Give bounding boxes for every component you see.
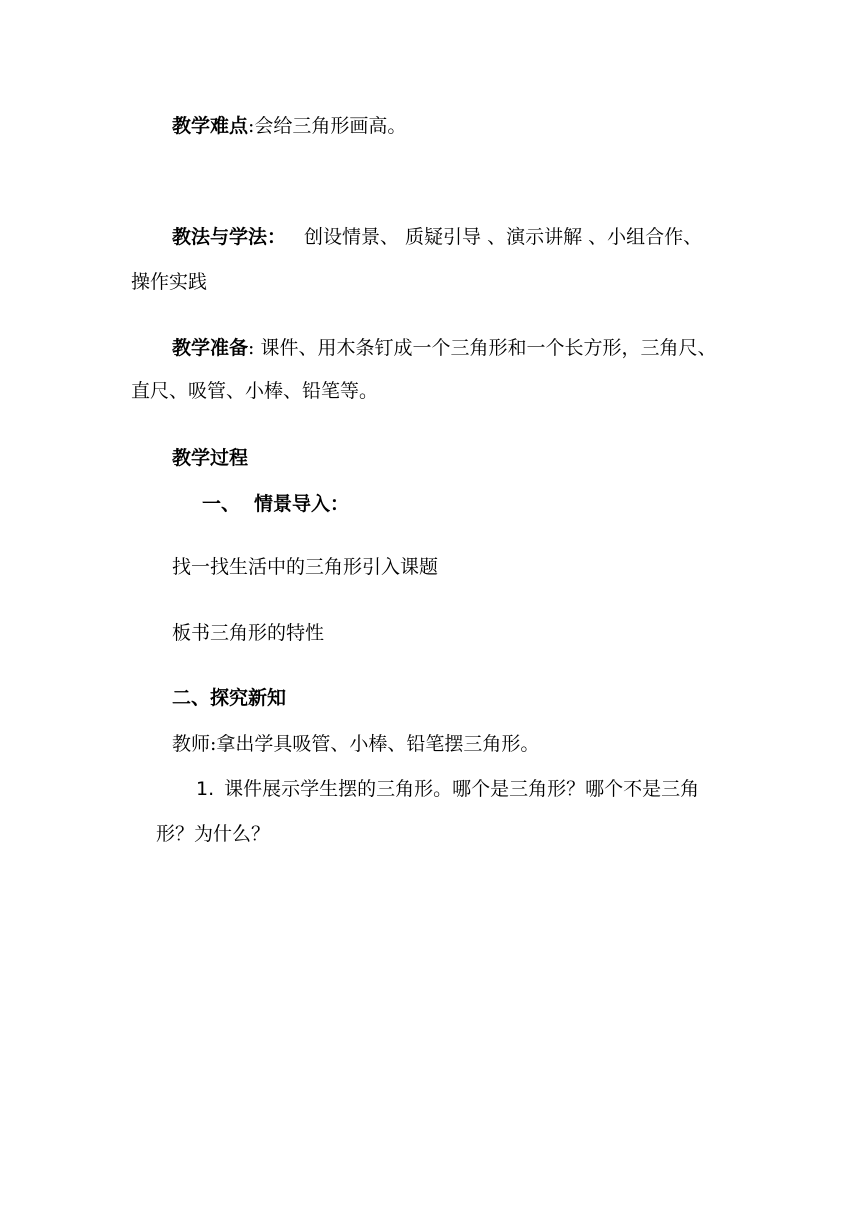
difficulty-text: :会给三角形画高。	[248, 115, 407, 137]
list-item-1	[196, 780, 699, 799]
section2-heading: 二、探究新知	[172, 687, 287, 709]
preparation-paragraph	[172, 339, 716, 358]
methods-label: 教法与学法：	[172, 226, 287, 248]
section1-heading	[202, 495, 349, 514]
preparation-continuation: 直尺、吸管、小棒、铅笔等。	[131, 380, 379, 402]
methods-text: 创设情景、 质疑引导 、演示讲解 、小组合作、	[304, 226, 703, 248]
section1-title: 情景导入：	[254, 493, 350, 515]
list-item-number: 1.	[196, 778, 215, 800]
list-item-text: 课件展示学生摆的三角形。哪个是三角形？哪个不是三角	[224, 778, 700, 800]
process-line-2: 板书三角形的特性	[172, 622, 325, 644]
preparation-text: : 课件、用木条钉成一个三角形和一个长方形，三角尺、	[248, 337, 717, 359]
process-line-1: 找一找生活中的三角形引入课题	[172, 556, 439, 578]
difficulty-label: 教学难点	[172, 115, 249, 137]
difficulty-paragraph	[172, 117, 406, 136]
section1-number: 一、	[202, 493, 241, 515]
methods-paragraph	[172, 228, 702, 247]
process-heading: 教学过程	[172, 447, 249, 469]
preparation-label: 教学准备	[172, 337, 249, 359]
teacher-line: 教师:拿出学具吸管、小棒、铅笔摆三角形。	[172, 733, 540, 755]
methods-continuation: 操作实践	[131, 271, 208, 293]
list-item-1-continuation: 形？为什么？	[156, 823, 271, 845]
